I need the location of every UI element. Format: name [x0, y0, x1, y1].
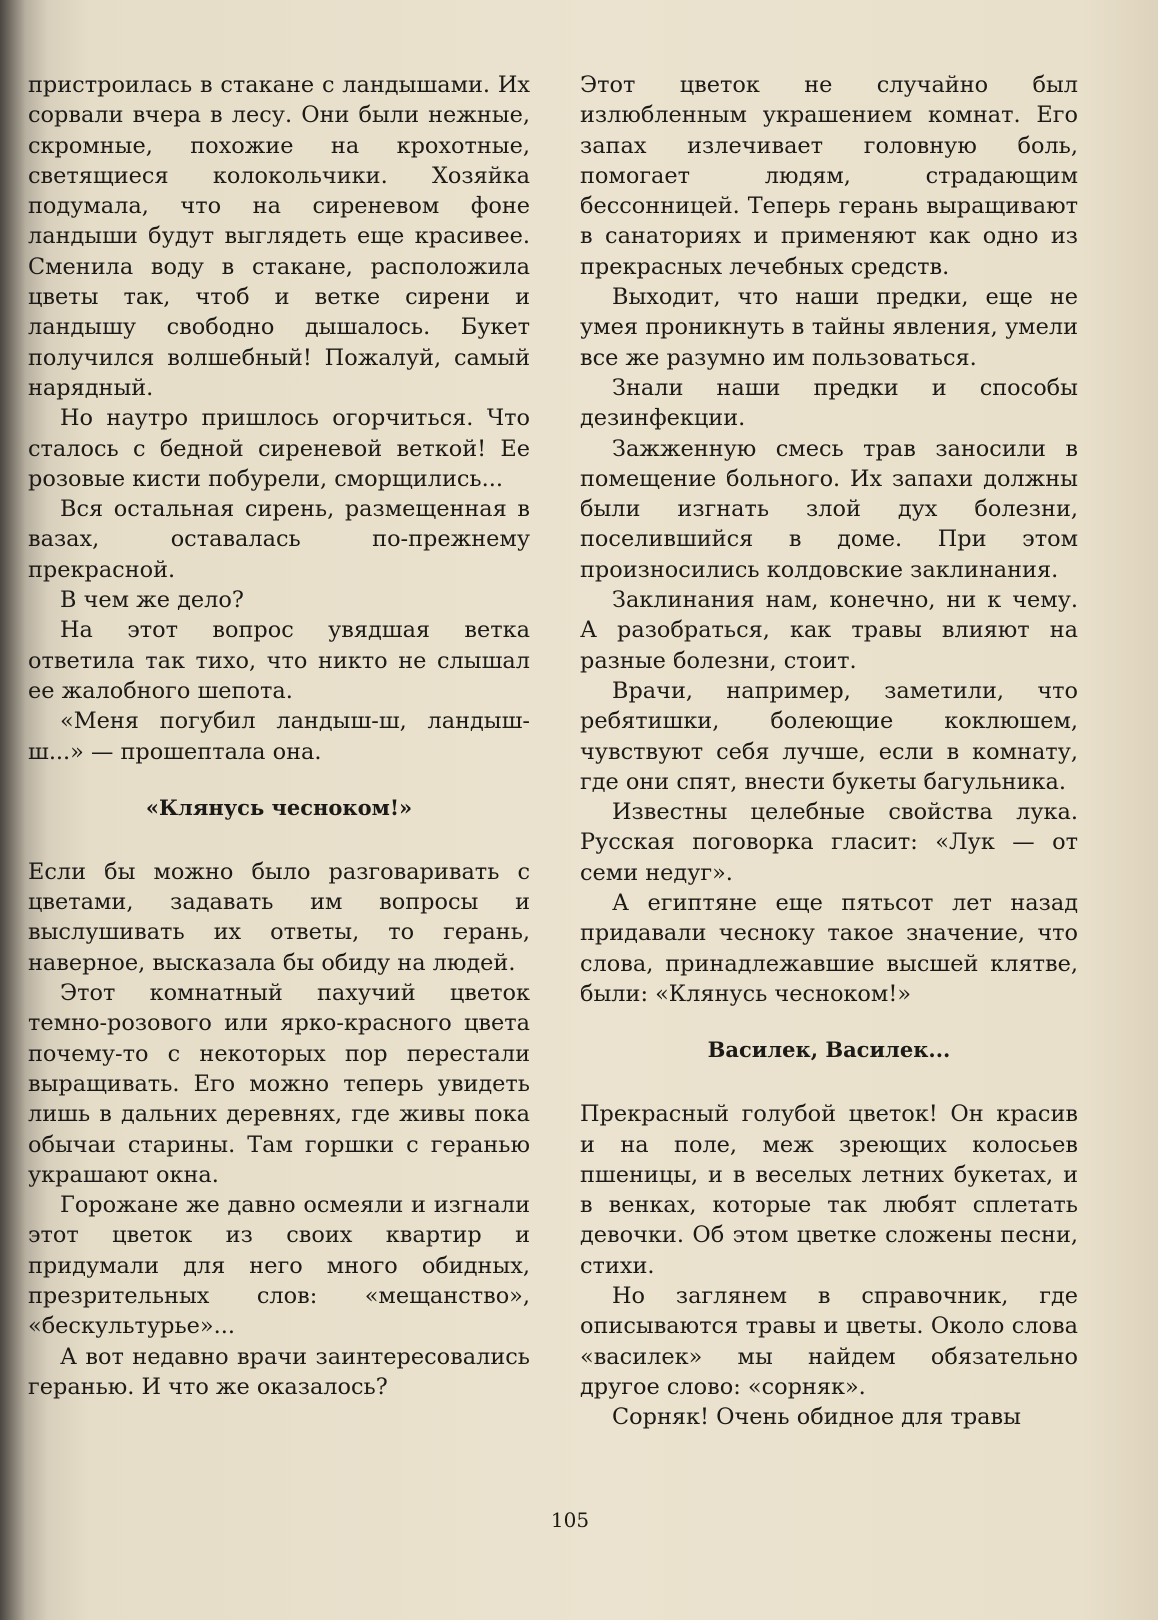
paragraph: Этот комнатный пахучий цветок темно-розового или ярко-красного цвета почему-то с некоторых пор перестали выращивать. Его можно теперь увидеть лишь в дальних деревнях, где живы пока обычаи старины. Там горшки с геранью украшают окна. — [28, 980, 530, 1188]
paragraph: Зажженную смесь трав заносили в помещение больного. Их запахи должны были изгнать злой дух болезни, поселившийся в доме. При этом произносились колдовские заклинания. — [580, 435, 1078, 583]
paragraph: Прекрасный голубой цветок! Он красив и на поле, меж зреющих колосьев пшеницы, и в веселых летних букетах, и в венках, которые так любят сплетать девочки. Об этом цветке сложены песни, стихи. — [580, 1101, 1078, 1279]
paragraph: Заклинания нам, конечно, ни к чему. А разобраться, как травы влияют на разные болезни, стоит. — [580, 587, 1078, 674]
page-number: 105 — [550, 1508, 590, 1532]
paragraph: А египтяне еще пятьсот лет назад придавали чесноку такое значение, что слова, принадлежавшие высшей клятве, были: «Клянусь чесноком!» — [580, 890, 1078, 1007]
paragraph: Выходит, что наши предки, еще не умея проникнуть в тайны явления, умели все же разумно им пользоваться. — [580, 284, 1078, 371]
section-heading-vasilek: Василек, Василек... — [707, 1037, 951, 1063]
right-column — [580, 70, 1078, 1432]
paragraph: На этот вопрос увядшая ветка ответила так тихо, что никто не слышал ее жалобного шепота. — [28, 617, 530, 704]
paragraph: Известны целебные свойства лука. Русская поговорка гласит: «Лук — от семи недуг». — [580, 799, 1078, 886]
paragraph: Но наутро пришлось огорчиться. Что сталось с бедной сиреневой веткой! Ее розовые кисти побурели, сморщились... — [28, 405, 530, 492]
paragraph: «Меня погубил ландыш-ш, ландыш-ш...» — прошептала она. — [28, 708, 530, 765]
paragraph: пристроилась в стакане с ландышами. Их сорвали вчера в лесу. Они были нежные, скромные, похожие на крохотные, светящиеся колокольчики. Хозяйка подумала, что на сиреневом фоне ландыши будут выглядеть еще красивее. Сменила воду в стакане, расположила цветы так, чтоб и ветке сирени и ландышу свободно дышалось. Букет получился волшебный! Пожалуй, самый нарядный. — [28, 72, 530, 401]
paragraph: Если бы можно было разговаривать с цветами, задавать им вопросы и выслушивать их ответы, то герань, наверное, высказала бы обиду на людей. — [28, 858, 530, 976]
paragraph: Вся остальная сирень, размещенная в вазах, оставалась по-прежнему прекрасной. — [28, 496, 530, 583]
paragraph: Этот цветок не случайно был излюбленным украшением комнат. Его запах излечивает головную боль, помогает людям, страдающим бессонницей. Теперь герань выращивают в санаториях и применяют как одно из прекрасных лечебных средств. — [580, 72, 1078, 280]
paragraph: А вот недавно врачи заинтересовались геранью. И что же оказалось? — [28, 1343, 530, 1400]
paragraph: Горожане же давно осмеяли и изгнали этот цветок из своих квартир и придумали для него много обидных, презрительных слов: «мещанство», «бескультурье»... — [28, 1192, 530, 1340]
paragraph: Врачи, например, заметили, что ребятишки, болеющие коклюшем, чувствуют себя лучше, если в комнату, где они спят, внести букеты багульника. — [580, 677, 1078, 795]
paragraph: Сорняк! Очень обидное для травы — [612, 1404, 1021, 1431]
paragraph: Но заглянем в справочник, где описываются травы и цветы. Около слова «василек» мы найдем обязательно другое слово: «сорняк». — [580, 1282, 1078, 1400]
section-heading-chesnok: «Клянусь чесноком!» — [145, 794, 413, 820]
paragraph: В чем же дело? — [60, 587, 244, 614]
left-column — [28, 70, 530, 1402]
paragraph: Знали наши предки и способы дезинфекции. — [580, 374, 1078, 432]
